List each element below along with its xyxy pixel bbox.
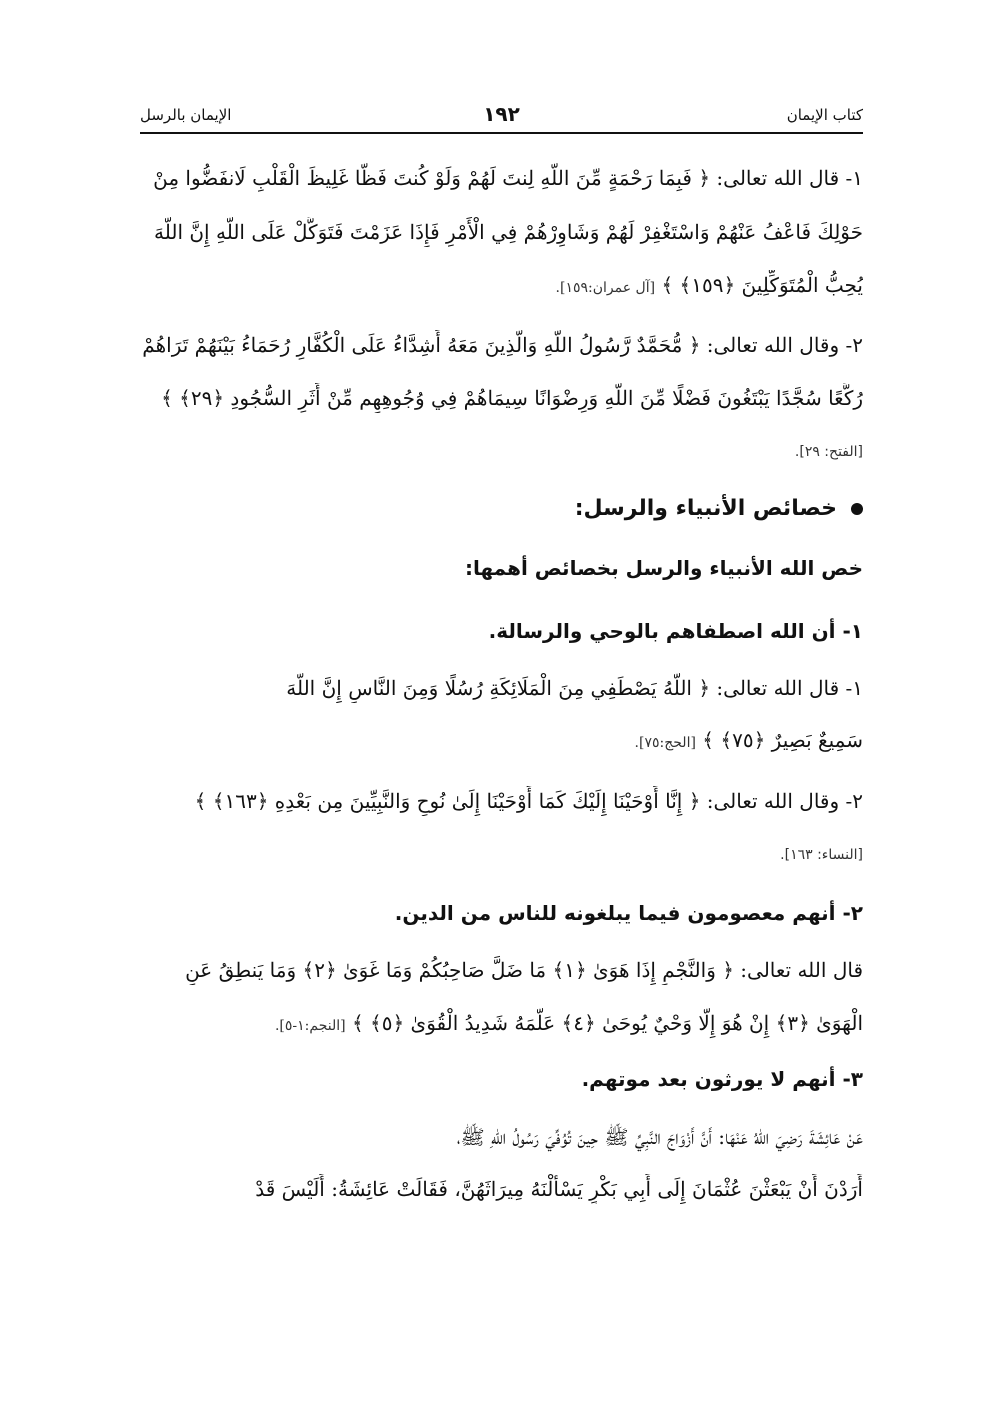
- verse-line-11: قال الله تعالى: ﴿ وَالنَّجْمِ إِذَا هَوَىٰ ﴿١﴾ مَا ضَلَّ صَاحِبُكُمْ وَمَا غَوَىٰ ﴿٢﴾ وَمَا يَنطِقُ عَنِ: [185, 958, 863, 982]
- verse-reference-nisa: [النساء: ١٦٣].: [780, 847, 863, 863]
- verse-reference: [النجم:١-٥].: [274, 1018, 346, 1034]
- hadith-line-2: أَرَدْنَ أَنْ يَبْعَثْنَ عُثْمَانَ إِلَى أَبِي بَكْرٍ يَسْأَلْنَهُ مِيرَاثَهُنَّ، فَقَالَتْ عَائِشَةُ: أَلَيْسَ قَدْ: [255, 1177, 863, 1201]
- verse-reference: [الحج:٧٥].: [634, 735, 696, 751]
- section-heading-text: خصائص الأنبياء والرسل:: [574, 496, 837, 521]
- page-number: ١٩٢: [483, 102, 520, 126]
- verse-line-5: رُكَّعًا سُجَّدًا يَبْتَغُونَ فَضْلًا مِّنَ اللَّهِ وَرِضْوَانًا سِيمَاهُمْ فِي وُجُوهِهِم مِّنْ أَثَرِ السُّجُودِ ﴿٢٩﴾ ﴾: [161, 386, 863, 410]
- verse-text: يُحِبُّ الْمُتَوَكِّلِينَ ﴿١٥٩﴾ ﴾: [661, 273, 863, 297]
- page-header: [140, 98, 863, 134]
- book-title: كتاب الإيمان: [786, 106, 863, 124]
- verse-line-9: ٢- وقال الله تعالى: ﴿ إِنَّا أَوْحَيْنَا إِلَيْكَ كَمَا أَوْحَيْنَا إِلَىٰ نُوحٍ وَالنَّبِيِّينَ مِن بَعْدِهِ ﴿١٦٣﴾ ﴾: [194, 789, 863, 813]
- point-3-heading: ٣- أنهم لا يورثون بعد موتهم.: [581, 1067, 863, 1091]
- verse-line-7: ١- قال الله تعالى: ﴿ اللَّهُ يَصْطَفِي مِنَ الْمَلَائِكَةِ رُسُلًا وَمِنَ النَّاسِ إِنَّ اللَّهَ: [286, 676, 863, 700]
- point-2-heading: ٢- أنهم معصومون فيما يبلغونه للناس من الدين.: [394, 901, 863, 925]
- verse-line-1: ١- قال الله تعالى: ﴿ فَبِمَا رَحْمَةٍ مِّنَ اللَّهِ لِنتَ لَهُمْ وَلَوْ كُنتَ فَظًّا غَلِيظَ الْقَلْبِ لَانفَضُّوا مِنْ: [153, 166, 863, 190]
- bullet-icon: [851, 503, 863, 515]
- verse-text: الْهَوَىٰ ﴿٣﴾ إِنْ هُوَ إِلَّا وَحْيٌ يُوحَىٰ ﴿٤﴾ عَلَّمَهُ شَدِيدُ الْقُوَىٰ ﴿٥﴾ ﴾: [351, 1011, 863, 1035]
- hadith-line-1: عَنْ عَائِشَةَ رَضِيَ اللهُ عَنْهَا: أَنَّ أَزْوَاجَ النَّبِيِّ ﷺ حِينَ تُوُفِّيَ رَسُولُ اللهِ ﷺ،: [456, 1125, 863, 1149]
- verse-text: سَمِيعٌ بَصِيرٌ ﴿٧٥﴾ ﴾: [702, 728, 863, 752]
- verse-reference-fath: [الفتح: ٢٩].: [794, 444, 863, 460]
- verse-line-3: [140, 270, 863, 303]
- verse-line-4: ٢- وقال الله تعالى: ﴿ مُّحَمَّدٌ رَّسُولُ اللَّهِ وَالَّذِينَ مَعَهُ أَشِدَّاءُ عَلَى الْكُفَّارِ رُحَمَاءُ بَيْنَهُمْ تَرَاهُمْ: [142, 333, 863, 357]
- verse-line-12: [140, 1008, 863, 1041]
- chapter-title: الإيمان بالرسل: [140, 106, 232, 124]
- verse-line-2: حَوْلِكَ فَاعْفُ عَنْهُمْ وَاسْتَغْفِرْ لَهُمْ وَشَاوِرْهُمْ فِي الْأَمْرِ فَإِذَا عَزَمْتَ فَتَوَكَّلْ عَلَى اللَّهِ إِنَّ اللَّهَ: [154, 220, 863, 244]
- point-1-heading: ١- أن الله اصطفاهم بالوحي والرسالة.: [488, 619, 863, 643]
- verse-line-8: [140, 725, 863, 758]
- verse-reference: [آل عمران:١٥٩].: [555, 280, 656, 296]
- section-heading: [140, 494, 863, 524]
- intro-line: خص الله الأنبياء والرسل بخصائص أهمها:: [464, 556, 863, 580]
